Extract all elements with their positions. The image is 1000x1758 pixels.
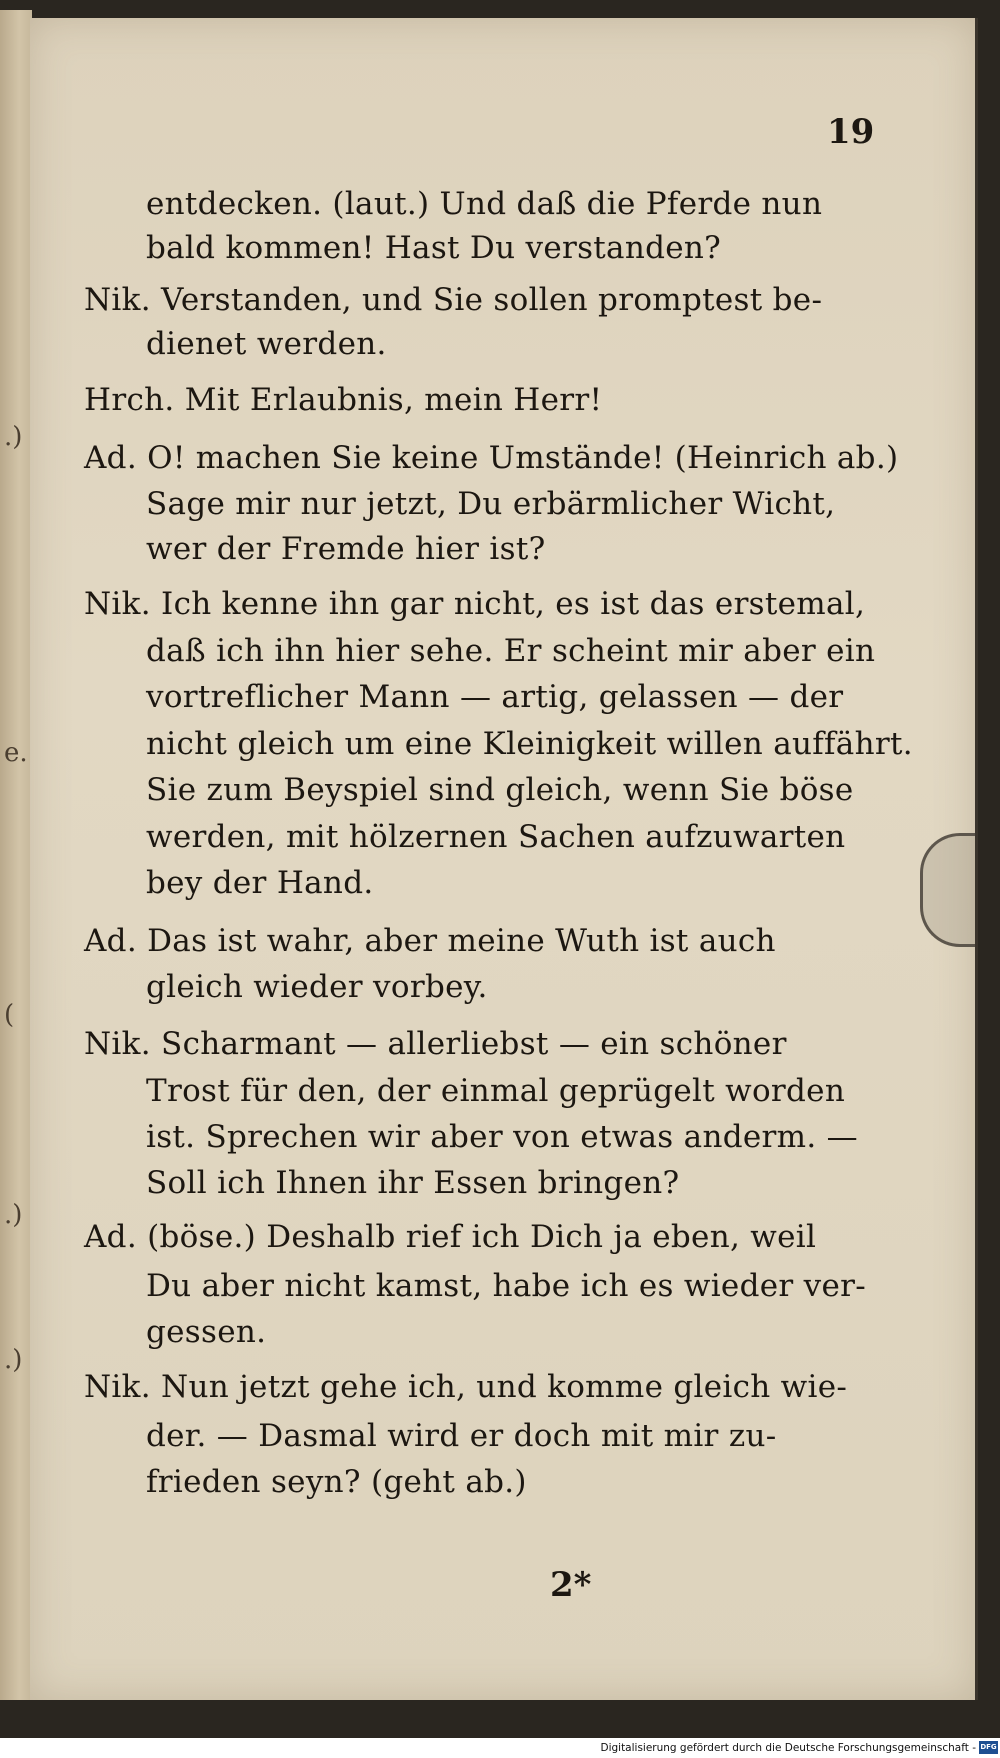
- text-line: Nik. Scharmant — allerliebst — ein schöner: [84, 1026, 787, 1062]
- page-number: 19: [827, 112, 875, 152]
- margin-mark: .): [4, 1345, 23, 1375]
- text-line: ist. Sprechen wir aber von etwas anderm. —: [146, 1119, 858, 1155]
- margin-mark: e.: [4, 738, 28, 768]
- text-line: Du aber nicht kamst, habe ich es wieder ver-: [146, 1268, 866, 1304]
- text-line: Hrch. Mit Erlaubnis, mein Herr!: [84, 382, 603, 418]
- text-line: Ad. (böse.) Deshalb rief ich Dich ja eben, weil: [84, 1219, 817, 1255]
- text-line: daß ich ihn hier sehe. Er scheint mir aber ein: [146, 633, 876, 669]
- footer-text: Digitalisierung gefördert durch die Deutsche Forschungsgemeinschaft -: [600, 1742, 976, 1754]
- text-line: vortreflicher Mann — artig, gelassen — der: [146, 679, 844, 715]
- text-line: gessen.: [146, 1314, 267, 1350]
- text-line: dienet werden.: [146, 326, 387, 362]
- margin-mark: .): [4, 422, 23, 452]
- text-line: wer der Fremde hier ist?: [146, 531, 546, 567]
- text-line: Ad. O! machen Sie keine Umstände! (Heinrich ab.): [84, 440, 899, 476]
- text-line: gleich wieder vorbey.: [146, 969, 488, 1005]
- dfg-logo-icon: DFG: [979, 1741, 998, 1754]
- page-clasp: [920, 833, 975, 947]
- text-line: Sage mir nur jetzt, Du erbärmlicher Wicht,: [146, 486, 836, 522]
- text-line: Nik. Nun jetzt gehe ich, und komme gleich wie-: [84, 1369, 848, 1405]
- margin-mark: .): [4, 1200, 23, 1230]
- text-line: frieden seyn? (geht ab.): [146, 1464, 527, 1500]
- text-line: Sie zum Beyspiel sind gleich, wenn Sie böse: [146, 772, 854, 808]
- text-line: Nik. Ich kenne ihn gar nicht, es ist das erstemal,: [84, 586, 866, 622]
- text-line: nicht gleich um eine Kleinigkeit willen auffährt.: [146, 726, 913, 762]
- text-line: entdecken. (laut.) Und daß die Pferde nun: [146, 186, 823, 222]
- digitization-footer: [0, 1738, 1000, 1758]
- signature-mark: 2*: [550, 1565, 592, 1605]
- adjacent-page-edge: [0, 10, 32, 1700]
- margin-mark: (: [4, 1000, 15, 1030]
- text-line: Ad. Das ist wahr, aber meine Wuth ist auch: [84, 923, 776, 959]
- text-line: bey der Hand.: [146, 865, 374, 901]
- text-line: bald kommen! Hast Du verstanden?: [146, 230, 722, 266]
- text-line: Nik. Verstanden, und Sie sollen promptest be-: [84, 282, 823, 318]
- text-line: Trost für den, der einmal geprügelt worden: [146, 1073, 846, 1109]
- text-line: werden, mit hölzernen Sachen aufzuwarten: [146, 819, 846, 855]
- text-line: Soll ich Ihnen ihr Essen bringen?: [146, 1165, 680, 1201]
- text-line: der. — Dasmal wird er doch mit mir zu-: [146, 1418, 777, 1454]
